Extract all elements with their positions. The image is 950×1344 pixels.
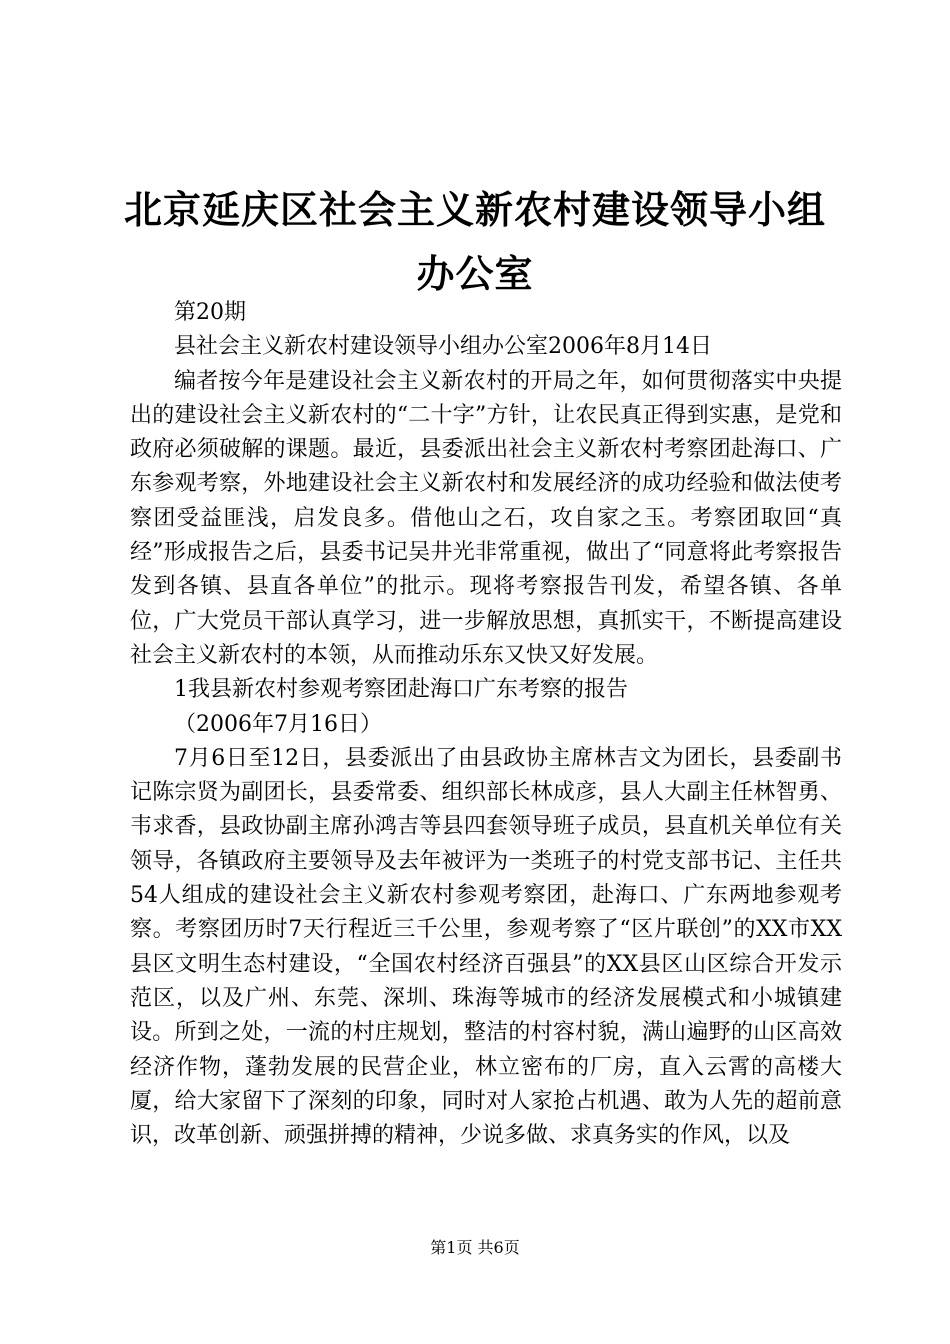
document-title: 北京延庆区社会主义新农村建设领导小组办公室 (123, 188, 826, 296)
page-number-footer: 第1页 共6页 (430, 1238, 520, 1257)
document-body (130, 296, 842, 1153)
report-body-paragraph: 7月6日至12日，县委派出了由县政协主席林吉文为团长，县委副书记陈宗贤为副团长，县委常委、组织部长林成彦，县人大副主任林智勇、韦求香，县政协副主席孙鸿吉等县四套领导班子成员，县直机关单位有关领导，各镇政府主要领导及去年被评为一类班子的村党支部书记、主任共54人组成的建设社会主义新农村参观考察团，赴海口、广东两地参观考察。考察团历时7天行程近三千公里，参观考察了“区片联创”的XX市XX县区文明生态村建设，“全国农村经济百强县”的XX县区山区综合开发示范区，以及广州、东莞、深圳、珠海等城市的经济发展模式和小城镇建设。所到之处，一流的村庄规划，整洁的村容村貌，满山遍野的山区高效经济作物，蓬勃发展的民营企业，林立密布的厂房，直入云霄的高楼大厦，给大家留下了深刻的印象，同时对人家抢占机遇、敢为人先的超前意识，改革创新、顽强拼搏的精神，少说多做、求真务实的作风，以及 (130, 745, 842, 1149)
report-heading: 1我县新农村参观考察团赴海口广东考察的报告 (174, 677, 628, 703)
issue-number: 第20期 (174, 300, 246, 325)
issuer-date-line: 县社会主义新农村建设领导小组办公室2006年8月14日 (174, 334, 712, 360)
report-date: （2006年7月16日） (174, 711, 382, 737)
editor-note-paragraph: 编者按今年是建设社会主义新农村的开局之年，如何贯彻落实中央提出的建设社会主义新农村的“二十字”方针，让农民真正得到实惠，是党和政府必须破解的课题。最近，县委派出社会主义新农村考察团赴海口、广东参观考察，外地建设社会主义新农村和发展经济的成功经验和做法使考察团受益匪浅，启发良多。借他山之石，攻自家之玉。考察团取回“真经”形成报告之后，县委书记吴井光非常重视，做出了“同意将此考察报告发到各镇、县直各单位”的批示。现将考察报告刊发，希望各镇、各单位，广大党员干部认真学习，进一步解放思想，真抓实干，不断提高建设社会主义新农村的本领，从而推动乐东又快又好发展。 (130, 368, 842, 668)
